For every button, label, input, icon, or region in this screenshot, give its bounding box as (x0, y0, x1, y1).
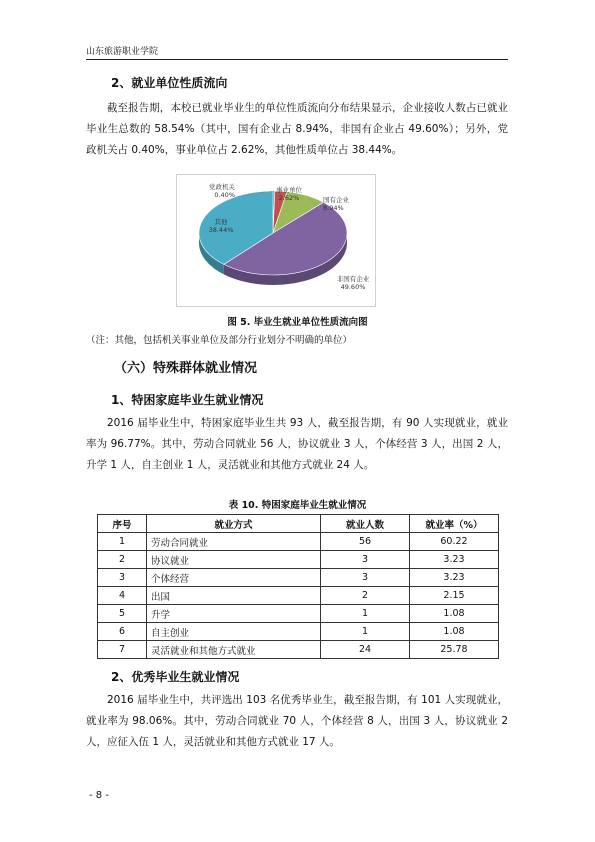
cell-index: 5 (98, 605, 147, 623)
figure-caption: 图 5. 毕业生就业单位性质流向图 (227, 317, 368, 328)
cell-index: 3 (98, 569, 147, 587)
section-heading-unit-nature: 2、就业单位性质流向 (111, 76, 228, 90)
cell-count: 24 (321, 641, 410, 659)
pie-label-value: 49.60% (340, 283, 366, 291)
cell-rate: 1.08 (410, 605, 499, 623)
cell-rate: 3.23 (410, 551, 499, 569)
cell-index: 2 (98, 551, 147, 569)
employment-table (97, 514, 499, 659)
section-heading-excellent-graduates: 2、优秀毕业生就业情况 (111, 670, 240, 684)
cell-count: 3 (321, 551, 410, 569)
table-row (98, 605, 499, 623)
paragraph-unit-nature (86, 98, 508, 161)
header-count: 就业人数 (321, 515, 410, 533)
figure-note: （注：其他，包括机关事业单位及部分行业划分不明确的单位） (86, 335, 353, 346)
cell-method: 自主创业 (147, 623, 321, 641)
cell-method: 个体经营 (147, 569, 321, 587)
cell-index: 7 (98, 641, 147, 659)
cell-index: 4 (98, 587, 147, 605)
cell-method: 劳动合同就业 (147, 533, 321, 551)
table-row (98, 569, 499, 587)
cell-index: 1 (98, 533, 147, 551)
cell-rate: 1.08 (410, 623, 499, 641)
pie-chart-frame (176, 174, 376, 307)
pie-label-category: 事业单位 (276, 186, 302, 194)
header-rate: 就业率（%） (410, 515, 499, 533)
cell-index: 6 (98, 623, 147, 641)
pie-label-value: 0.40% (214, 191, 235, 199)
cell-rate: 3.23 (410, 569, 499, 587)
pie-label-value: 2.62% (278, 194, 300, 202)
table-row (98, 623, 499, 641)
cell-rate: 2.15 (410, 587, 499, 605)
paragraph-poor-families (86, 413, 508, 476)
cell-rate: 25.78 (410, 641, 499, 659)
paragraph-excellent-graduates (86, 690, 508, 753)
cell-method: 出国 (147, 587, 321, 605)
table-row (98, 587, 499, 605)
cell-method: 协议就业 (147, 551, 321, 569)
pie-label-value: 8.94% (323, 204, 344, 212)
table-caption: 表 10. 特困家庭毕业生就业情况 (228, 500, 367, 511)
cell-count: 1 (321, 623, 410, 641)
paragraph-text: 截至报告期，本校已就业毕业生的单位性质流向分布结果显示，企业接收人数占已就业毕业生总数的 58.54%（其中，国有企业占 8.94%，非国有企业占 49.60%）；另外，党政机关占 0.40%，事业单位占 2.62%，其他性质单位占 38.44%。 (86, 102, 508, 156)
pie-label-value: 38.44% (208, 226, 234, 234)
cell-count: 56 (321, 533, 410, 551)
table-row (98, 533, 499, 551)
cell-count: 1 (321, 605, 410, 623)
pie-label-category: 国有企业 (323, 196, 349, 204)
pie-label-category: 党政机关 (209, 183, 235, 191)
cell-count: 2 (321, 587, 410, 605)
pie-label-category: 其他 (214, 218, 228, 226)
paragraph-text: 2016 届毕业生中，共评选出 103 名优秀毕业生，截至报告期，有 101 人实现就业，就业率为 98.06%。其中，劳动合同就业 70 人，个体经营 8 人，出国 3 人，协议就业 2 人，应征入伍 1 人，灵活就业和其他方式就业 17 人。 (86, 694, 508, 748)
table-header-row (98, 515, 499, 533)
header-index: 序号 (98, 515, 147, 533)
paragraph-text: 2016 届毕业生中，特困家庭毕业生共 93 人，截至报告期，有 90 人实现就业，就业率为 96.77%。其中，劳动合同就业 56 人，协议就业 3 人，个体经营 3 人，出国 2 人，升学 1 人，自主创业 1 人，灵活就业和其他方式就业 24 人。 (86, 417, 508, 471)
cell-rate: 60.22 (410, 533, 499, 551)
cell-method: 灵活就业和其他方式就业 (147, 641, 321, 659)
section-heading-poor-families: 1、特困家庭毕业生就业情况 (111, 393, 264, 407)
cell-count: 3 (321, 569, 410, 587)
pie-chart (177, 175, 375, 306)
page-header-school: 山东旅游职业学院 (86, 47, 159, 57)
page-number: - 8 - (89, 790, 109, 801)
header-method: 就业方式 (147, 515, 321, 533)
section-heading-special-groups: （六）特殊群体就业情况 (114, 361, 258, 376)
table-row (98, 551, 499, 569)
header-divider (86, 59, 508, 60)
cell-method: 升学 (147, 605, 321, 623)
pie-label-category: 非国有企业 (336, 275, 370, 283)
table-row (98, 641, 499, 659)
